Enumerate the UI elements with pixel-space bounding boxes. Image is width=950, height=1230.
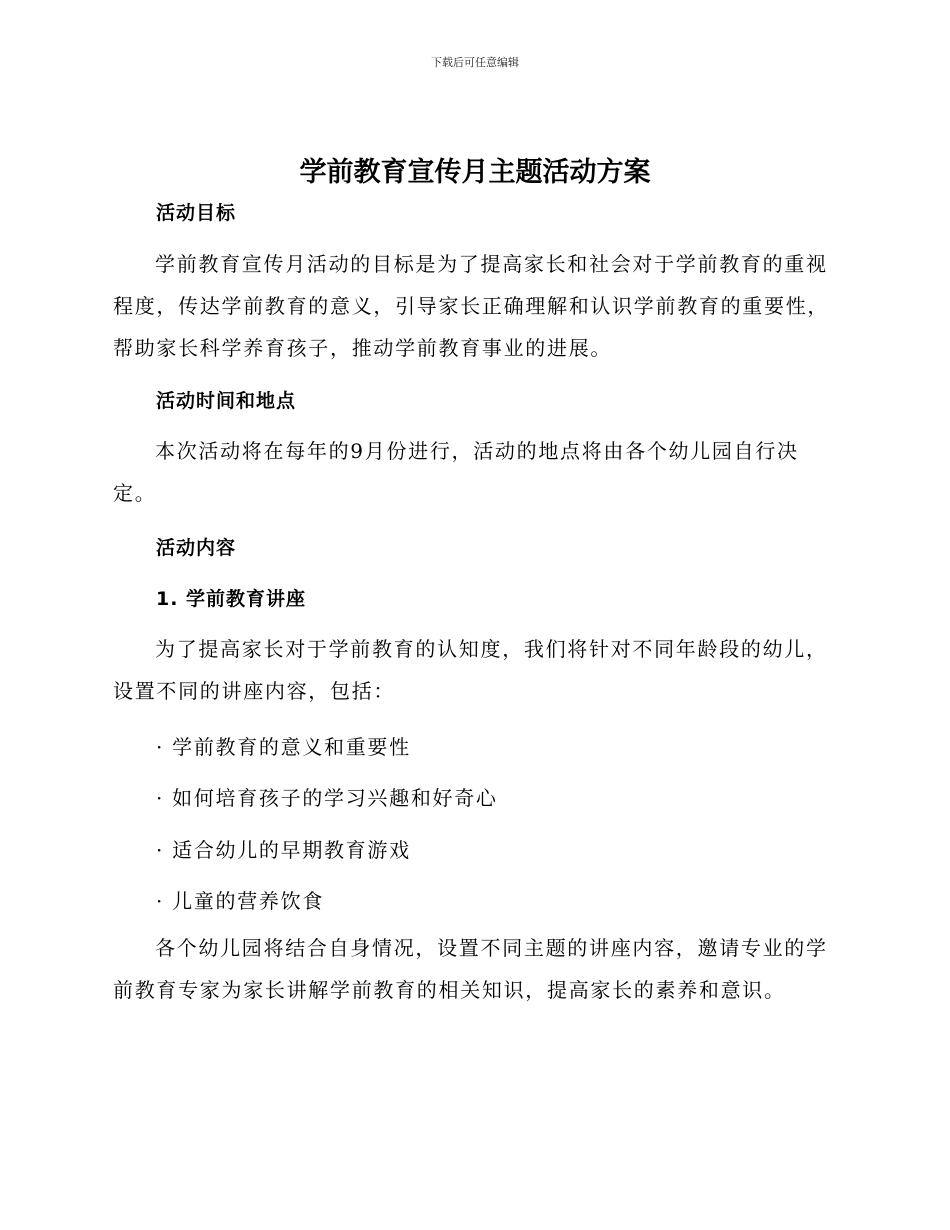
paragraph-time-place: 本次活动将在每年的9月份进行，活动的地点将由各个幼儿园自行决定。 <box>113 439 799 505</box>
paragraph-lecture-intro: 为了提高家长对于学前教育的认知度，我们将针对不同年龄段的幼儿，设置不同的讲座内容，包括： <box>113 637 828 703</box>
document-title: 学前教育宣传月主题活动方案 <box>299 157 651 188</box>
list-item: · 儿童的营养饮食 <box>156 889 325 913</box>
list-item: · 如何培育孩子的学习兴趣和好奇心 <box>156 786 498 810</box>
section-heading-time-place: 活动时间和地点 <box>156 390 297 412</box>
section-heading-goal: 活动目标 <box>156 202 237 224</box>
header-note: 下载后可任意编辑 <box>431 56 519 69</box>
paragraph-goal: 学前教育宣传月活动的目标是为了提高家长和社会对于学前教育的重视程度，传达学前教育的意义，引导家长正确理解和认识学前教育的重要性，帮助家长科学养育孩子，推动学前教育事业的进展。 <box>113 252 830 360</box>
list-item: · 学前教育的意义和重要性 <box>156 735 411 759</box>
paragraph-lecture-closing: 各个幼儿园将结合自身情况，设置不同主题的讲座内容，邀请专业的学前教育专家为家长讲解学前教育的相关知识，提高家长的素养和意识。 <box>113 936 828 1002</box>
section-heading-content: 活动内容 <box>156 537 237 559</box>
subsection-heading-lecture: 1. 学前教育讲座 <box>156 588 307 610</box>
list-item: · 适合幼儿的早期教育游戏 <box>156 838 411 862</box>
